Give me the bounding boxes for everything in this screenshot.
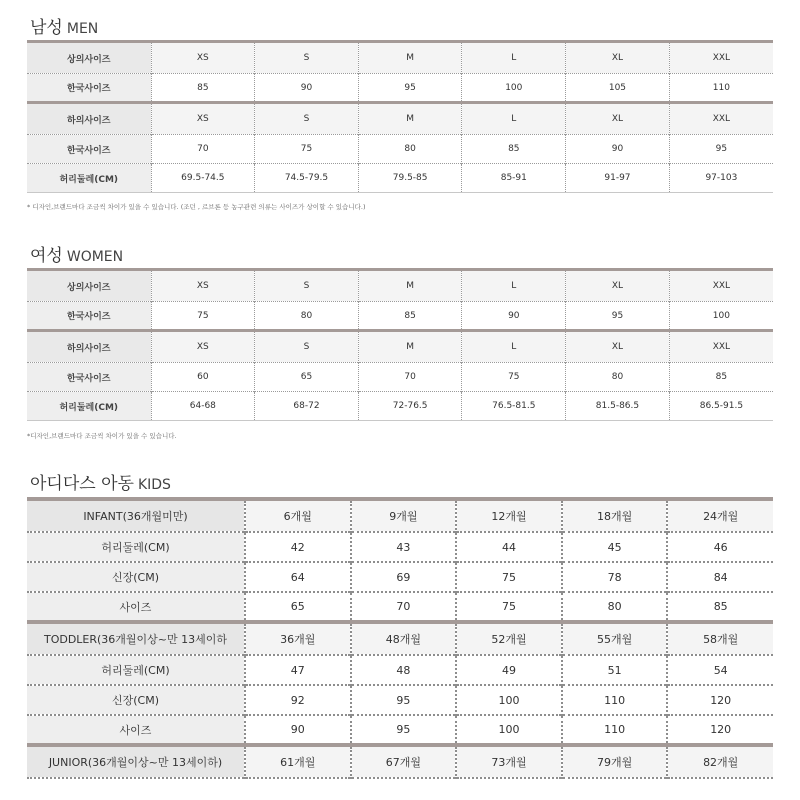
kids-table-cell: 78 — [562, 562, 668, 592]
kids-table-cell: 43 — [351, 532, 457, 562]
women-table-row — [27, 270, 773, 302]
men-table-cell: 80 — [358, 135, 462, 164]
women-table-cell: 64-68 — [151, 392, 255, 421]
men-table-cell: M — [358, 103, 462, 135]
kids-row-label: INFANT(36개월미만) — [27, 499, 245, 532]
kids-table-cell: 95 — [351, 685, 457, 715]
kids-table-cell: 6개월 — [245, 499, 351, 532]
men-table-row — [27, 74, 773, 103]
kids-row-label: 사이즈 — [27, 592, 245, 622]
kids-table-cell: 75 — [456, 592, 562, 622]
men-table-cell: 105 — [566, 74, 670, 103]
women-table-cell: 68-72 — [255, 392, 359, 421]
women-table-cell: 70 — [358, 363, 462, 392]
kids-section-title: 아디다스 아동 KIDS — [30, 474, 171, 494]
men-table-cell: S — [255, 42, 359, 74]
men-table-cell: 74.5-79.5 — [255, 164, 359, 193]
men-table-cell: S — [255, 103, 359, 135]
kids-table-cell: 12개월 — [456, 499, 562, 532]
men-table-cell: L — [462, 103, 566, 135]
men-section-title: 남성 MEN — [30, 18, 99, 38]
men-table-cell: 91-97 — [566, 164, 670, 193]
men-table-cell: 85 — [151, 74, 255, 103]
kids-table-cell: 120 — [667, 715, 773, 745]
kids-row-label: JUNIOR(36개월이상~만 13세이하) — [27, 745, 245, 778]
kids-table-cell: 9개월 — [351, 499, 457, 532]
women-table-cell: 80 — [255, 302, 359, 331]
kids-table-cell: 24개월 — [667, 499, 773, 532]
women-row-label: 상의사이즈 — [27, 270, 151, 302]
kids-table-cell: 95 — [351, 715, 457, 745]
kids-table-cell: 110 — [562, 715, 668, 745]
kids-table-cell: 51 — [562, 655, 668, 685]
kids-table-cell: 42 — [245, 532, 351, 562]
men-table-row — [27, 135, 773, 164]
women-table-cell: 75 — [462, 363, 566, 392]
men-table-cell: 75 — [255, 135, 359, 164]
kids-table-row — [27, 592, 773, 622]
women-table-cell: 60 — [151, 363, 255, 392]
women-size-table — [27, 268, 773, 421]
kids-table-cell: 82개월 — [667, 745, 773, 778]
kids-table-cell: 79개월 — [562, 745, 668, 778]
men-row-label: 허리둘레(CM) — [27, 164, 151, 193]
kids-table-row — [27, 745, 773, 778]
kids-table-cell: 47 — [245, 655, 351, 685]
kids-table-row — [27, 685, 773, 715]
kids-table-cell: 58개월 — [667, 622, 773, 655]
kids-size-table — [27, 497, 773, 779]
men-table-cell: 69.5-74.5 — [151, 164, 255, 193]
women-row-label: 한국사이즈 — [27, 363, 151, 392]
men-table-cell: 100 — [462, 74, 566, 103]
kids-table-cell: 120 — [667, 685, 773, 715]
kids-row-label: 허리둘레(CM) — [27, 532, 245, 562]
kids-table-cell: 54 — [667, 655, 773, 685]
kids-table-cell: 84 — [667, 562, 773, 592]
kids-table-cell: 49 — [456, 655, 562, 685]
men-table-cell: M — [358, 42, 462, 74]
kids-table-row — [27, 715, 773, 745]
kids-table-cell: 85 — [667, 592, 773, 622]
women-table-cell: 75 — [151, 302, 255, 331]
women-table-cell: XL — [566, 331, 670, 363]
kids-table-cell: 100 — [456, 715, 562, 745]
kids-table-cell: 67개월 — [351, 745, 457, 778]
kids-table-row — [27, 562, 773, 592]
women-table-cell: 81.5-86.5 — [566, 392, 670, 421]
men-table-row — [27, 164, 773, 193]
kids-table-cell: 46 — [667, 532, 773, 562]
women-table-cell: 95 — [566, 302, 670, 331]
women-table-row — [27, 302, 773, 331]
kids-table-cell: 92 — [245, 685, 351, 715]
kids-table-cell: 18개월 — [562, 499, 668, 532]
kids-table-cell: 48개월 — [351, 622, 457, 655]
women-table-cell: 86.5-91.5 — [669, 392, 773, 421]
women-table-cell: 85 — [358, 302, 462, 331]
men-table-cell: 70 — [151, 135, 255, 164]
women-row-label: 허리둘레(CM) — [27, 392, 151, 421]
women-table-cell: S — [255, 331, 359, 363]
women-note: *디자인,브랜드마다 조금씩 차이가 있을 수 있습니다. — [27, 432, 177, 440]
men-table-cell: XXL — [669, 103, 773, 135]
men-table-cell: XXL — [669, 42, 773, 74]
women-table-cell: XXL — [669, 270, 773, 302]
women-table-cell: M — [358, 331, 462, 363]
women-table-cell: XL — [566, 270, 670, 302]
kids-table-row — [27, 622, 773, 655]
kids-table-cell: 36개월 — [245, 622, 351, 655]
kids-table-cell: 80 — [562, 592, 668, 622]
women-table-row — [27, 331, 773, 363]
kids-table-cell: 90 — [245, 715, 351, 745]
men-table-cell: 79.5-85 — [358, 164, 462, 193]
men-size-table — [27, 40, 773, 193]
kids-table-cell: 70 — [351, 592, 457, 622]
men-table-cell: 95 — [358, 74, 462, 103]
women-table-row — [27, 392, 773, 421]
women-table-cell: 76.5-81.5 — [462, 392, 566, 421]
kids-table-cell: 73개월 — [456, 745, 562, 778]
men-row-label: 한국사이즈 — [27, 135, 151, 164]
men-table-cell: L — [462, 42, 566, 74]
women-table-cell: XXL — [669, 331, 773, 363]
kids-row-label: 사이즈 — [27, 715, 245, 745]
men-table-cell: 97-103 — [669, 164, 773, 193]
men-table-cell: XS — [151, 42, 255, 74]
men-table-cell: 95 — [669, 135, 773, 164]
women-table-cell: 72-76.5 — [358, 392, 462, 421]
kids-table-cell: 65 — [245, 592, 351, 622]
kids-row-label: TODDLER(36개월이상~만 13세이하 — [27, 622, 245, 655]
men-table-row — [27, 103, 773, 135]
kids-row-label: 허리둘레(CM) — [27, 655, 245, 685]
kids-table-cell: 100 — [456, 685, 562, 715]
women-table-cell: 65 — [255, 363, 359, 392]
kids-table-row — [27, 499, 773, 532]
men-table-cell: 90 — [255, 74, 359, 103]
kids-table-cell: 69 — [351, 562, 457, 592]
men-table-cell: 90 — [566, 135, 670, 164]
kids-table-cell: 45 — [562, 532, 668, 562]
women-table-cell: 90 — [462, 302, 566, 331]
men-note: * 디자인,브랜드마다 조금씩 차이가 있을 수 있습니다. (조던 , 르브론 등 농구관련 의류는 사이즈가 상이할 수 있습니다.) — [27, 203, 366, 211]
men-table-row — [27, 42, 773, 74]
women-table-cell: L — [462, 331, 566, 363]
kids-row-label: 신장(CM) — [27, 685, 245, 715]
kids-table-cell: 55개월 — [562, 622, 668, 655]
women-row-label: 하의사이즈 — [27, 331, 151, 363]
women-table-cell: 80 — [566, 363, 670, 392]
women-table-cell: XS — [151, 270, 255, 302]
kids-table-cell: 48 — [351, 655, 457, 685]
women-table-cell: M — [358, 270, 462, 302]
kids-table-row — [27, 655, 773, 685]
men-row-label: 하의사이즈 — [27, 103, 151, 135]
men-row-label: 상의사이즈 — [27, 42, 151, 74]
kids-table-cell: 52개월 — [456, 622, 562, 655]
women-table-cell: S — [255, 270, 359, 302]
men-table-cell: 85 — [462, 135, 566, 164]
women-table-row — [27, 363, 773, 392]
kids-table-cell: 110 — [562, 685, 668, 715]
kids-table-cell: 64 — [245, 562, 351, 592]
kids-table-cell: 61개월 — [245, 745, 351, 778]
kids-table-cell: 75 — [456, 562, 562, 592]
kids-row-label: 신장(CM) — [27, 562, 245, 592]
men-table-cell: XL — [566, 42, 670, 74]
kids-table-cell: 44 — [456, 532, 562, 562]
men-table-cell: XS — [151, 103, 255, 135]
men-table-cell: XL — [566, 103, 670, 135]
women-table-cell: 85 — [669, 363, 773, 392]
women-row-label: 한국사이즈 — [27, 302, 151, 331]
women-section-title: 여성 WOMEN — [30, 246, 124, 266]
kids-table-row — [27, 532, 773, 562]
women-table-cell: 100 — [669, 302, 773, 331]
men-table-cell: 85-91 — [462, 164, 566, 193]
women-table-cell: XS — [151, 331, 255, 363]
women-table-cell: L — [462, 270, 566, 302]
men-row-label: 한국사이즈 — [27, 74, 151, 103]
men-table-cell: 110 — [669, 74, 773, 103]
